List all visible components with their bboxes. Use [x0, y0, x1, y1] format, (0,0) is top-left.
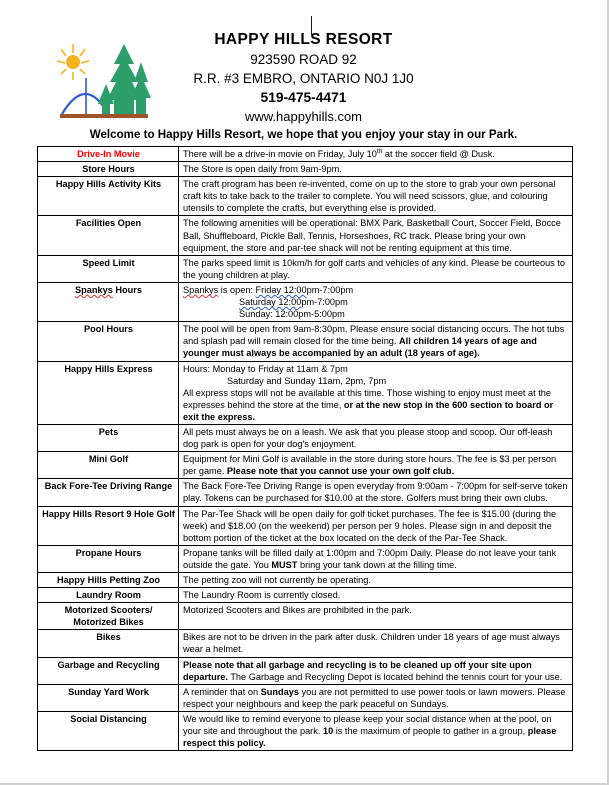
row-body-social-distancing: [179, 711, 573, 750]
text-plain: All express stops will not be available at this time. Those wishing to enjoy must meet at the expresses behind the store at the time,: [183, 387, 552, 410]
table-row: [38, 322, 573, 361]
row-label-activity-kits: Happy Hills Activity Kits: [38, 177, 179, 216]
text-plain: Equipment for Mini Golf is available in the store during store hours. The fee is $3 per person per game.: [183, 454, 557, 477]
express-line-2: Saturday and Sunday 11am, 2pm, 7pm: [227, 375, 387, 386]
body-intro: is open:: [218, 284, 256, 295]
row-body-petting-zoo: The petting zoo will not currently be operating.: [179, 573, 573, 588]
spellcheck-word: Spankys: [75, 284, 113, 295]
park-information-table: [37, 146, 573, 751]
row-label-sunday-yard-work: Sunday Yard Work: [38, 684, 179, 711]
spellcheck-word: Spankys: [183, 284, 219, 295]
phone-number: 519-475-4471: [260, 90, 347, 105]
table-row: [38, 479, 573, 506]
row-body-bikes: Bikes are not to be driven in the park after dusk. Children under 18 years of age must always wear a helmet.: [179, 630, 573, 657]
row-body-motorized-scooters: Motorized Scooters and Bikes are prohibited in the park.: [179, 603, 573, 630]
row-label-pets: Pets: [38, 424, 179, 451]
table-row: [38, 573, 573, 588]
sunday-line: Sunday: 12:00pm-5:00pm: [239, 309, 345, 320]
row-label-store-hours: Store Hours: [38, 162, 179, 177]
row-body-pets: All pets must always be on a leash. We ask that you please stoop and scoop. Our off-leash dog park is open for your dog's enjoyment.: [179, 424, 573, 451]
row-body-garbage-recycling: [179, 657, 573, 684]
row-label-driving-range: Back Fore-Tee Driving Range: [38, 479, 179, 506]
text-bold-count: 10: [322, 726, 334, 737]
text-pre: There will be a drive-in movie on Friday, July 10: [183, 149, 377, 159]
text-bold: MUST: [271, 559, 298, 570]
table-row: [38, 711, 573, 750]
row-body-pool-hours: [179, 322, 573, 361]
row-label-speed-limit: Speed Limit: [38, 255, 179, 282]
row-body-propane-hours: [179, 545, 573, 572]
friday-rest: pm-7:00pm: [306, 284, 354, 295]
table-row: [38, 506, 573, 545]
saturday-rest: pm-7:00pm: [301, 297, 348, 308]
row-label-bikes: Bikes: [38, 630, 179, 657]
row-body-laundry-room: The Laundry Room is currently closed.: [179, 588, 573, 603]
text-bold: or at the new stop in the 600 section to board or exit the express.: [183, 399, 554, 422]
row-label-pool-hours: Pool Hours: [38, 322, 179, 361]
text-pre: A reminder that on: [183, 686, 261, 697]
row-body-driving-range: The Back Fore-Tee Driving Range is open everyday from 9:00am - 7:00pm for self-serve token play. Tokens can be purchased for $10.00 at the store. Golfers must bring their own clubs.: [179, 479, 573, 506]
resort-title: HAPPY HILLS RESORT: [214, 31, 393, 48]
grammarcheck-saturday: Saturday 12:00: [239, 297, 302, 308]
document-header: [0, 0, 607, 143]
text-bold: Please note that you cannot use your own golf club.: [226, 466, 455, 477]
camping-logo-icon: [52, 38, 156, 122]
table-row: [38, 147, 573, 162]
row-body-facilities-open: The following amenities will be operational: BMX Park, Basketball Court, Soccer Field, Bocce Ball, Shuffleboard, Pickle Ball, Tennis, Horseshoes, RC track. Please bring your own equipment, the store and par-tee shack will not be renting equipment at this time.: [179, 216, 573, 255]
text-bold: Please note that all garbage and recycling is to be cleaned up off your site upon departure.: [183, 659, 532, 682]
table-row: [38, 177, 573, 216]
row-label-motorized-scooters: Motorized Scooters/ Motorized Bikes: [38, 603, 179, 630]
table-row: [38, 216, 573, 255]
row-body-spankys-hours: [179, 282, 573, 321]
row-body-happy-hills-express: [179, 361, 573, 424]
text-plain: The pool will be open from 9am-8:30pm. Please ensure social distancing occurs. The hot tubs and splash pad will remain closed for the time being.: [183, 324, 565, 347]
text-post: at the soccer field @ Dusk.: [382, 149, 495, 159]
express-line-1: Hours: Monday to Friday at 11am & 7pm: [183, 363, 348, 374]
table-row: [38, 603, 573, 630]
row-label-happy-hills-express: Happy Hills Express: [38, 361, 179, 424]
saturday-line: [183, 296, 569, 308]
text-pre: We would like to remind everyone to please keep your social distance when at the pool, on your site and throughout the park.: [183, 713, 552, 737]
text-plain: The Garbage and Recycling Depot is located behind the tennis court for your use.: [227, 671, 563, 682]
row-label-facilities-open: Facilities Open: [38, 216, 179, 255]
text-bold: Sundays: [260, 686, 299, 697]
table-row: [38, 361, 573, 424]
table-row: [38, 588, 573, 603]
row-label-spankys-hours: [38, 282, 179, 321]
grammarcheck-friday: Friday 12:00: [255, 284, 307, 295]
text-bold: All children 14 years of age and younger must always be accompanied by an adult (18 years of age).: [183, 336, 537, 359]
row-label-drive-in-movie: Drive-In Movie: [38, 147, 179, 162]
row-label-mini-golf: Mini Golf: [38, 452, 179, 479]
table-row: [38, 282, 573, 321]
table-row: [38, 545, 573, 572]
row-body-9-hole-golf: The Par-Tee Shack will be open daily for golf ticket purchases. The fee is $15.00 (during the week) and $18.00 (on the weekend) per person per 9 holes. Please sign in and deposit the bottom portion of the ticket at the box located on the deck of the Par-Tee Shack.: [179, 506, 573, 545]
row-body-sunday-yard-work: [179, 684, 573, 711]
welcome-message: Welcome to Happy Hills Resort, we hope that you enjoy your stay in our Park.: [89, 128, 518, 141]
text-pre: Propane tanks will be filled daily at 1:00pm and 7:00pm Daily. Please do not leave your tank outside the gate. You: [183, 547, 557, 570]
row-body-store-hours: The Store is open daily from 9am-9pm.: [179, 162, 573, 177]
row-label-garbage-recycling: Garbage and Recycling: [38, 657, 179, 684]
table-row: [38, 452, 573, 479]
row-body-drive-in-movie: [179, 147, 573, 162]
address-line-1: 923590 ROAD 92: [250, 52, 357, 67]
address-line-2: R.R. #3 EMBRO, ONTARIO N0J 1J0: [193, 71, 414, 86]
text-mid: is the maximum of people to gather in a group,: [333, 726, 528, 737]
table-row: [38, 684, 573, 711]
row-label-social-distancing: Social Distancing: [38, 711, 179, 750]
row-label-propane-hours: Propane Hours: [38, 545, 179, 572]
table-row: [38, 657, 573, 684]
text-bold-policy: please respect this policy.: [183, 726, 557, 749]
table-row: [38, 255, 573, 282]
label-rest: Hours: [112, 284, 142, 295]
row-label-laundry-room: Laundry Room: [38, 588, 179, 603]
row-label-petting-zoo: Happy Hills Petting Zoo: [38, 573, 179, 588]
table-row: [38, 424, 573, 451]
row-label-9-hole-golf: Happy Hills Resort 9 Hole Golf: [38, 506, 179, 545]
text-post: you are not permitted to use power tools or lawn mowers. Please respect your neighbours and keep the park peaceful on Sundays.: [183, 686, 566, 709]
text-post: bring your tank down at the filling time.: [297, 559, 457, 570]
ordinal-suffix: th: [376, 147, 383, 155]
table-row: [38, 162, 573, 177]
website-url: www.happyhills.com: [244, 109, 363, 124]
row-body-speed-limit: The parks speed limit is 10km/h for golf carts and vehicles of any kind. Please be courteous to the young children at play.: [179, 255, 573, 282]
row-body-mini-golf: [179, 452, 573, 479]
table-row: [38, 630, 573, 657]
row-body-activity-kits: The craft program has been re-invented, come on up to the store to grab your own personal craft kits to take back to the trailer to complete. You will need scissors, glue, and colouring utensils to complete the crafts, but everything else is provided.: [179, 177, 573, 216]
